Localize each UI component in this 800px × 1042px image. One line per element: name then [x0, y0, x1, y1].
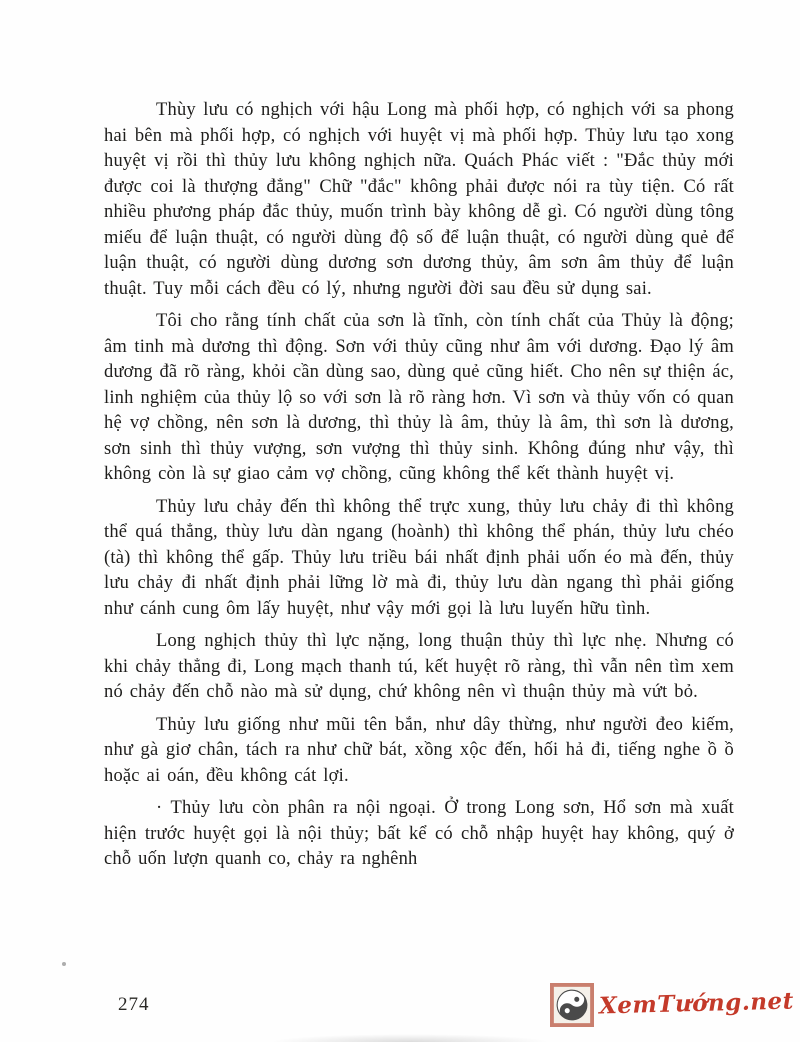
paragraph-3: Thủy lưu chảy đến thì không thể trực xung, thủy lưu chảy đi thì không thể quá thẳng, thùy lưu dàn ngang (hoành) thì không thể phán, thủy lưu chéo (tà) thì không thể gấp. Thủy lưu triều bái nhất định phải uốn éo mà đến, thủy lưu chảy đi nhất định phải lững lờ mà đi, thủy lưu dàn ngang thì phải giống như cánh cung ôm lấy huyệt, như vậy mới gọi là lưu luyến hữu tình.	[104, 496, 734, 619]
paragraph-6: · Thủy lưu còn phân ra nội ngoại. Ở trong Long sơn, Hổ sơn mà xuất hiện trước huyệt gọi là nội thủy; bất kể có chỗ nhập huyệt hay không, quý ở chỗ uốn lượn quanh co, chảy ra nghênh	[104, 798, 734, 869]
paragraph-2: Tôi cho rằng tính chất của sơn là tĩnh, còn tính chất của Thủy là động; âm tinh mà dương thì động. Sơn với thủy cũng như âm với dương. Đạo lý âm dương đã rõ ràng, khỏi cần dùng sao, dùng quẻ cũng hiết. Cho nên sự thiện ác, linh nghiệm của thủy lộ so với sơn là rõ ràng hơn. Vì sơn và thủy vốn có quan hệ vợ chồng, nên sơn là dương, thì thủy là âm, thủy là âm, thì sơn là dương, sơn sinh thì thủy vượng, sơn vượng thì thủy sinh. Không đúng như vậy, thì không còn là sự giao cảm vợ chồng, cũng không thể kết thành huyệt vị.	[104, 311, 734, 484]
watermark-text: XemTướng.net	[598, 987, 795, 1020]
paragraph-1: Thùy lưu có nghịch với hậu Long mà phối hợp, có nghịch với sa phong hai bên mà phối hợp, có nghịch với huyệt vị mà phối hợp. Thủy lưu tạo xong huyệt vị rồi thì thủy lưu không nghịch nữa. Quách Phác viết : "Đắc thủy mới được coi là thượng đẳng" Chữ "đắc" không phải được nói ra tùy tiện. Có rất nhiều phương pháp đắc thủy, muốn trình bày không dễ gì. Có người dùng tông miếu để luận thuật, có người dùng độ số để luận thuật, có người dùng quẻ để luận thuật, có người dùng dương sơn dương thủy, âm sơn âm thủy để luận thuật. Tuy mỗi cách đều có lý, nhưng người đời sau đều sử dụng sai.	[104, 100, 734, 299]
paragraph-4: Long nghịch thủy thì lực nặng, long thuận thủy thì lực nhẹ. Nhưng có khi chảy thẳng đi, Long mạch thanh tú, kết huyệt rõ ràng, thì vẫn nên tìm xem nó chảy đến chỗ nào mà sử dụng, chứ không nên vì thuận thủy mà vứt bỏ.	[104, 631, 734, 702]
scan-shadow-artifact	[270, 1034, 550, 1042]
paragraph-5: Thủy lưu giống như mũi tên bắn, như dây thừng, như người đeo kiếm, như gà giơ chân, tách ra như chữ bát, xồng xộc đến, hối hả đi, tiếng nghe ồ ồ hoặc ai oán, đều không cát lợi.	[104, 714, 734, 786]
site-watermark	[549, 983, 794, 1027]
scan-speck-artifact	[62, 962, 66, 966]
page-number: 274	[118, 994, 150, 1015]
page-text	[104, 98, 734, 880]
yin-yang-icon	[549, 983, 595, 1027]
